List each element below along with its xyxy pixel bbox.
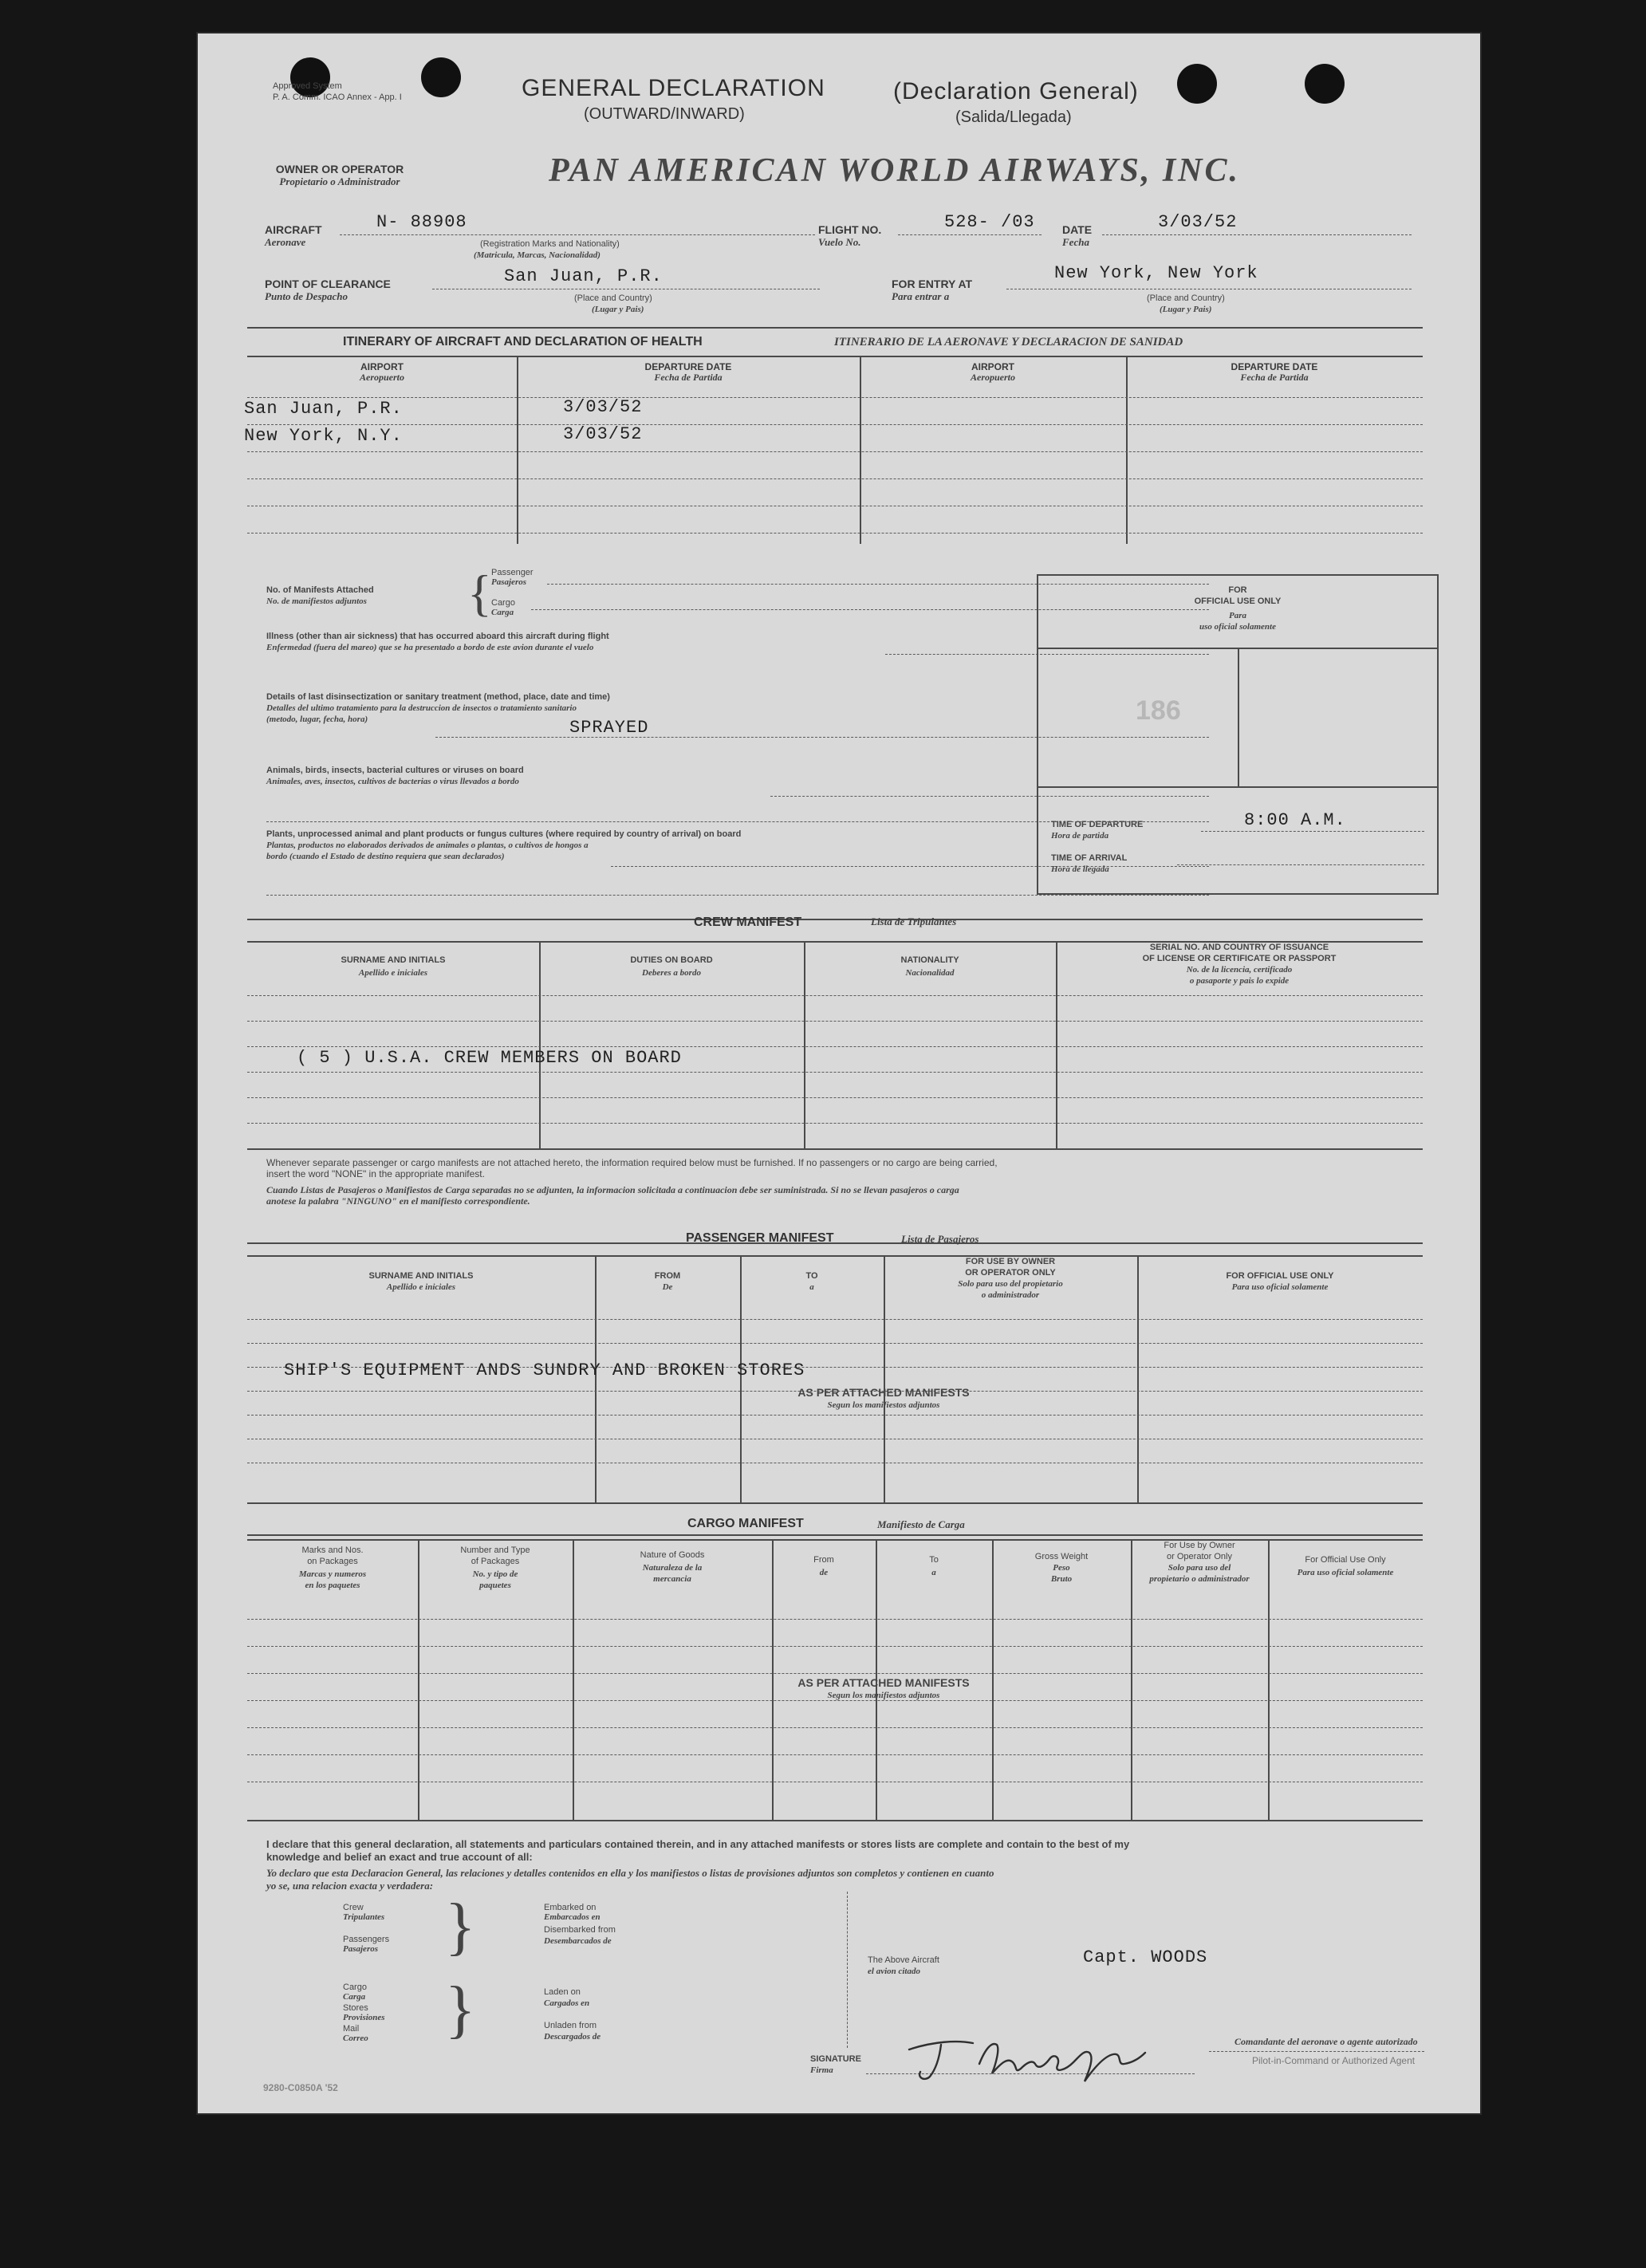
declaration-text-es: yo se, una relacion exacta y verdadera: [266,1880,434,1892]
crew-count-label-es: Tripulantes [343,1912,385,1922]
passenger-col-from: FROM [654,1271,681,1281]
form-subtitle-es: (Salida/Llegada) [955,108,1072,126]
captain-name: Capt. WOODS [1083,1947,1208,1967]
date-label: DATE [1062,223,1093,236]
itinerary-col-departure-es: Fecha de Partida [654,372,723,383]
crew-col-name-es: Apellido e iniciales [358,968,428,978]
passenger-col-name-es: Apellido e iniciales [386,1282,456,1292]
above-aircraft-label-es: el avion citado [868,1967,920,1976]
passenger-title: PASSENGER MANIFEST [686,1231,834,1245]
crew-col-license: SERIAL NO. AND COUNTRY OF ISSUANCE [1149,943,1329,952]
punch-hole [1305,64,1345,104]
passenger-col-owner-es: Solo para uso del propietario [958,1279,1063,1289]
passenger-col-to-es: a [809,1282,814,1292]
embarked-label-es: Embarcados en [544,1912,601,1922]
cargo-col-marks-es: en los paquetes [305,1581,360,1590]
cargo-col-packages: of Packages [471,1557,520,1566]
itinerary-col-airport: AIRPORT [971,361,1014,372]
cargo-col-official: For Official Use Only [1305,1555,1386,1565]
passenger-label: Passenger [491,568,534,577]
company-name: PAN AMERICAN WORLD AIRWAYS, INC. [549,152,1241,189]
itinerary-col-departure: DEPARTURE DATE [1231,361,1318,372]
flight-label-es: Vuelo No. [818,236,861,248]
itinerary-col-airport: AIRPORT [360,361,404,372]
cargo-col-marks-es: Marcas y numeros [298,1569,367,1579]
owner-label: OWNER OR OPERATOR [275,163,404,175]
disinsect-label-es: Detalles del ultimo tratamiento para la destruccion de insectos o tratamiento sanitario [266,703,577,713]
manifests-label-es: No. de manifiestos adjuntos [266,597,367,606]
clearance-note: (Place and Country) [574,293,652,303]
declaration-text-es: Yo declaro que esta Declaracion General, las relaciones y detalles contenidos en ella y los manifiestos o listas de provisiones adjuntos son completos y contienen en cuanto [266,1867,994,1879]
crew-title: CREW MANIFEST [694,915,802,929]
arrival-time-label-es: Hora de llegada [1051,864,1109,874]
cargo-count-label-es: Carga [343,1992,366,2002]
passengers-count-label-es: Pasajeros [343,1944,378,1954]
itinerary-title-es: ITINERARIO DE LA AERONAVE Y DECLARACION DE SANIDAD [834,336,1183,348]
manifest-notice: Whenever separate passenger or cargo manifests are not attached hereto, the information required below must be furnished. If no passengers or no cargo are being carried, [266,1157,998,1168]
cargo-col-packages: Number and Type [460,1545,530,1555]
passenger-col-to: TO [805,1271,818,1281]
declaration-text: I declare that this general declaration, all statements and particulars contained therein, and in any attached manifests or stores lists are complete and contain to the best of my [266,1838,1130,1850]
brace: { [467,565,492,621]
aircraft-value: N- 88908 [376,212,467,232]
itinerary-col-airport-es: Aeropuerto [359,372,404,383]
entry-note: (Place and Country) [1147,293,1225,303]
stores-count-label-es: Provisiones [343,2013,385,2022]
manifest-notice-es: Cuando Listas de Pasajeros o Manifiestos de Carga separadas no se adjunten, la informacion solicitada a continuacion debe ser suministrada. Si no se llevan pasajeros o carga [266,1184,959,1195]
departure-time-value: 8:00 A.M. [1244,810,1346,830]
commander-label-es: Comandante del aeronave o agente autorizado [1234,2036,1418,2047]
laden-label: Laden on [544,1987,581,1997]
crew-col-nationality-es: Nacionalidad [905,968,955,978]
cargo-col-packages-es: paquetes [479,1581,511,1590]
manifest-notice: insert the word "NONE" in the appropriate manifest. [266,1168,485,1179]
passenger-col-official: FOR OFFICIAL USE ONLY [1226,1271,1334,1281]
itinerary-airport: San Juan, P.R. [244,399,403,419]
form-subtitle: (OUTWARD/INWARD) [584,105,745,123]
disembarked-label: Disembarked from [544,1925,616,1935]
official-title-es: uso oficial solamente [1199,622,1276,632]
date-label-es: Fecha [1062,236,1089,248]
flight-label: FLIGHT NO. [818,223,882,236]
above-aircraft-label: The Above Aircraft [868,1955,939,1965]
aircraft-note-es: (Matricula, Marcas, Nacionalidad) [474,250,601,260]
owner-label-es: Propietario o Administrador [279,175,400,187]
declaration-text: knowledge and belief an exact and true account of all: [266,1851,533,1863]
passenger-col-from-es: De [662,1282,673,1292]
passenger-col-name: SURNAME AND INITIALS [368,1271,474,1281]
cargo-title: CARGO MANIFEST [687,1517,804,1530]
cargo-attached: AS PER ATTACHED MANIFESTS [797,1676,970,1689]
cargo-label: Cargo [491,598,515,608]
flight-value: 528- /03 [944,212,1035,232]
crew-entry: ( 5 ) U.S.A. CREW MEMBERS ON BOARD [297,1048,682,1068]
disinsect-label-es: (metodo, lugar, fecha, hora) [266,715,368,724]
unladen-label-es: Descargados de [544,2032,601,2042]
passenger-col-owner: FOR USE BY OWNER [965,1257,1056,1266]
aircraft-label-es: Aeronave [265,236,306,248]
signature-label: SIGNATURE [810,2054,861,2064]
form-number: 9280-C0850A '52 [263,2082,338,2093]
passenger-title-es: Lista de Pasajeros [901,1233,979,1245]
clearance-label: POINT OF CLEARANCE [265,278,391,290]
entry-label: FOR ENTRY AT [892,278,973,290]
aircraft-label: AIRCRAFT [265,223,322,236]
cargo-attached-es: Segun los manifiestos adjuntos [827,1691,940,1700]
cargo-col-from: From [813,1555,834,1565]
illness-label-es: Enfermedad (fuera del mareo) que se ha presentado a bordo de este avion durante el vuelo [266,643,594,652]
passenger-col-owner: OR OPERATOR ONLY [965,1268,1056,1278]
entry-note-es: (Lugar y Pais) [1160,305,1212,314]
entry-value: New York, New York [1054,263,1258,283]
punch-hole [1177,64,1217,104]
clearance-note-es: (Lugar y Pais) [592,305,644,314]
crew-col-license-es: No. de la licencia, certificado [1186,965,1293,975]
cargo-col-nature-es: mercancia [653,1574,691,1584]
disinsect-value: SPRAYED [569,718,649,738]
itinerary-date: 3/03/52 [563,424,643,444]
unladen-label: Unladen from [544,2021,597,2030]
declaration-form [196,32,1482,2115]
itinerary-col-departure: DEPARTURE DATE [644,361,732,372]
departure-time-label-es: Hora de partida [1051,831,1109,841]
cargo-col-packages-es: No. y tipo de [472,1569,518,1579]
crew-count-label: Crew [343,1903,364,1912]
cargo-col-owner: or Operator Only [1167,1552,1232,1561]
cargo-col-nature: Nature of Goods [640,1550,705,1560]
passenger-entry: SHIP'S EQUIPMENT ANDS SUNDRY AND BROKEN STORES [284,1360,805,1380]
disembarked-label-es: Desembarcados de [544,1936,612,1946]
cargo-col-marks: Marks and Nos. [301,1545,364,1555]
passengers-count-label: Passengers [343,1935,390,1944]
departure-time-label: TIME OF DEPARTURE [1051,820,1144,829]
form-title-es: (Declaration General) [893,78,1139,104]
plants-label: Plants, unprocessed animal and plant products or fungus cultures (where required by country of arrival) on board [266,829,742,839]
cargo-count-label: Cargo [343,1983,367,1992]
official-title: OFFICIAL USE ONLY [1194,597,1282,606]
cargo-col-official-es: Para uso oficial solamente [1297,1568,1394,1577]
cargo-col-owner: For Use by Owner [1164,1541,1235,1550]
cargo-col-owner-es: propietario o administrador [1149,1574,1250,1584]
aircraft-note: (Registration Marks and Nationality) [480,239,620,249]
official-title: FOR [1228,585,1247,595]
cargo-col-to: To [929,1555,939,1565]
cargo-col-weight: Gross Weight [1034,1552,1089,1561]
animals-label: Animals, birds, insects, bacterial cultures or viruses on board [266,766,524,775]
plants-label-es: bordo (cuando el Estado de destino requiera que sean declarados) [266,852,505,861]
crew-col-duties-es: Deberes a bordo [642,968,701,978]
embarked-label: Embarked on [544,1903,597,1912]
animals-label-es: Animales, aves, insectos, cultivos de bacterias o virus llevados a bordo [266,777,519,786]
itinerary-title: ITINERARY OF AIRCRAFT AND DECLARATION OF HEALTH [343,335,703,348]
disinsect-label: Details of last disinsectization or sanitary treatment (method, place, date and time) [266,692,610,702]
signature-label-es: Firma [810,2065,833,2075]
commander-label: Pilot-in-Command or Authorized Agent [1252,2055,1416,2066]
cargo-col-to-es: a [931,1568,936,1577]
approval-note: Approved System [273,81,342,91]
mail-count-label-es: Correo [343,2034,368,2043]
arrival-time-label: TIME OF ARRIVAL [1051,853,1128,863]
crew-col-duties: DUTIES ON BOARD [630,955,713,965]
cargo-col-weight-es: Bruto [1050,1574,1073,1584]
date-value: 3/03/52 [1158,212,1238,232]
form-title: GENERAL DECLARATION [522,75,825,101]
clearance-label-es: Punto de Despacho [265,290,348,302]
brace: } [445,1892,476,1962]
cargo-title-es: Manifiesto de Carga [877,1518,965,1530]
passenger-label-es: Pasajeros [491,577,526,587]
plants-label-es: Plantas, productos no elaborados derivados de animales o plantas, o cultivos de hongos a [266,841,589,850]
itinerary-airport: New York, N.Y. [244,426,403,446]
passenger-col-official-es: Para uso oficial solamente [1231,1282,1329,1292]
cargo-col-weight-es: Peso [1053,1563,1070,1573]
stores-count-label: Stores [343,2003,368,2013]
illness-label: Illness (other than air sickness) that has occurred aboard this aircraft during flight [266,632,609,641]
cargo-col-marks: on Packages [307,1557,358,1566]
cargo-label-es: Carga [491,608,514,617]
manifest-notice-es: anotese la palabra "NINGUNO" en el manifiesto correspondiente. [266,1195,530,1207]
captain-signature [885,2018,1188,2089]
approval-note: P. A. Comm. ICAO Annex - App. I [273,93,402,102]
official-stamp: 186 [1136,695,1181,726]
brace: } [445,1975,476,2045]
clearance-value: San Juan, P.R. [504,266,663,286]
itinerary-date: 3/03/52 [563,397,643,417]
itinerary-col-airport-es: Aeropuerto [970,372,1015,383]
laden-label-es: Cargados en [544,1998,590,2008]
punch-hole [421,57,461,97]
crew-col-name: SURNAME AND INITIALS [341,955,446,965]
crew-col-nationality: NATIONALITY [900,955,959,965]
mail-count-label: Mail [343,2024,360,2034]
crew-col-license-es: o pasaporte y pais lo expide [1189,976,1290,986]
cargo-col-nature-es: Naturaleza de la [642,1563,703,1573]
passenger-attached-es: Segun los manifiestos adjuntos [827,1400,940,1410]
entry-label-es: Para entrar a [892,290,950,302]
passenger-col-owner-es: o administrador [981,1290,1040,1300]
crew-col-license: OF LICENSE OR CERTIFICATE OR PASSPORT [1142,954,1337,963]
itinerary-col-departure-es: Fecha de Partida [1240,372,1309,383]
manifests-label: No. of Manifests Attached [266,585,374,595]
cargo-col-owner-es: Solo para uso del [1168,1563,1231,1573]
official-title-es: Para [1229,611,1246,620]
passenger-attached: AS PER ATTACHED MANIFESTS [797,1386,970,1399]
crew-title-es: Lista de Tripulantes [871,915,957,927]
cargo-col-from-es: de [819,1568,829,1577]
